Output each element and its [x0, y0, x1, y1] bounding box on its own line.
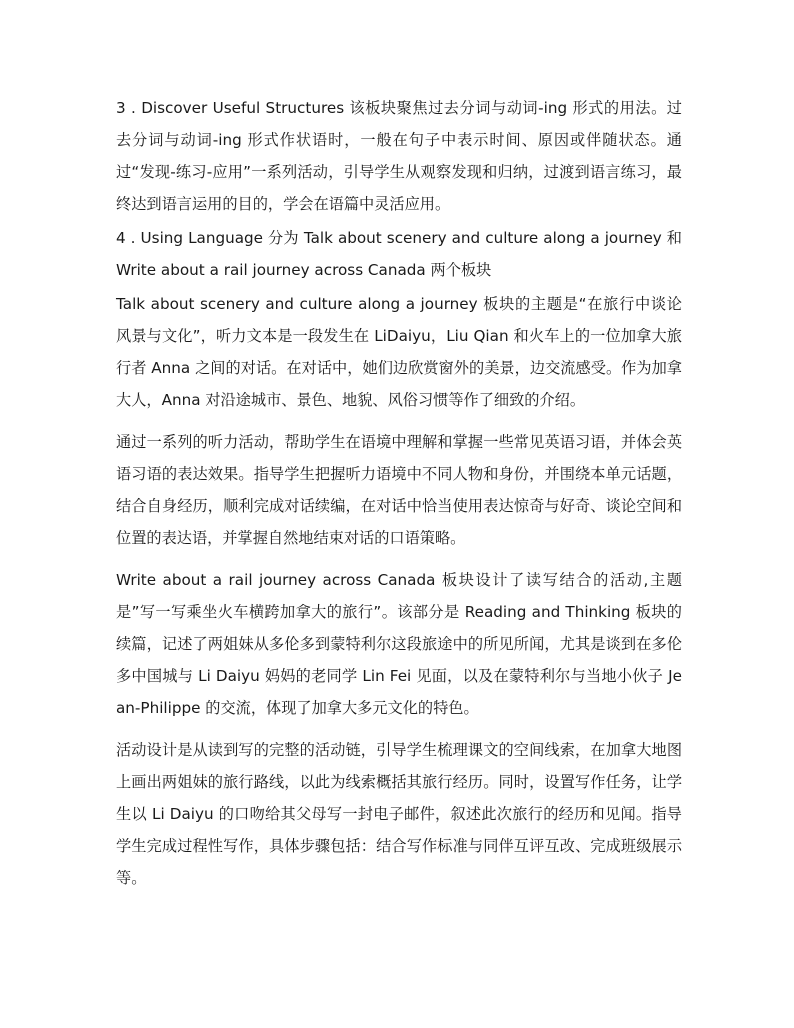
paragraph-listening-activities: 通过一系列的听力活动，帮助学生在语境中理解和掌握一些常见英语习语，并体会英语习语的表达效果。指导学生把握听力语境中不同人物和身份，并围绕本单元话题，结合自身经历，顺利完成对话续编，在对话中恰当使用表达惊奇与好奇、谈论空间和位置的表达语，并掌握自然地结束对话的口语策略。	[116, 433, 682, 547]
paragraph-activity-design: 活动设计是从读到写的完整的活动链，引导学生梳理课文的空间线索，在加拿大地图上画出两姐妹的旅行路线，以此为线索概括其旅行经历。同时，设置写作任务，让学生以 Li Daiyu 的口吻给其父母写一封电子邮件，叙述此次旅行的经历和见闻。指导学生完成过程性写作，具体步骤包括：结合写作标准与同伴互评互改、完成班级展示等。	[116, 741, 682, 887]
paragraph-write-about-rail-journey: Write about a rail journey across Canada 板块设计了读写结合的活动,主题是”写一写乘坐火车横跨加拿大的旅行”。该部分是 Reading and Thinking 板块的续篇，记述了两姐妹从多伦多到蒙特利尔这段旅途中的所见所闻，尤其是谈到在多伦多中国城与 Li Daiyu 妈妈的老同学 Lin Fei 见面，以及在蒙特利尔与当地小伙子 Jean-Philippe 的交流，体现了加拿大多元文化的特色。	[116, 571, 682, 717]
paragraph-using-language: 4 . Using Language 分为 Talk about scenery and culture along a journey 和 Write about a rail journey across Canada 两个板块	[116, 229, 682, 279]
paragraph-discover-useful-structures: 3 . Discover Useful Structures 该板块聚焦过去分词与动词-ing 形式的用法。过去分词与动词-ing 形式作状语时，一般在句子中表示时间、原因或伴随状态。通过“发现-练习-应用”一系列活动，引导学生从观察发现和归纳，过渡到语言练习，最终达到语言运用的目的，学会在语篇中灵活应用。	[116, 99, 682, 213]
document-body	[116, 92, 682, 894]
paragraph-talk-about-scenery: Talk about scenery and culture along a journey 板块的主题是“在旅行中谈论风景与文化”，听力文本是一段发生在 LiDaiyu，Liu Qian 和火车上的一位加拿大旅行者 Anna 之间的对话。在对话中，她们边欣赏窗外的美景，边交流感受。作为加拿大人，Anna 对沿途城市、景色、地貌、风俗习惯等作了细致的介绍。	[116, 295, 682, 409]
